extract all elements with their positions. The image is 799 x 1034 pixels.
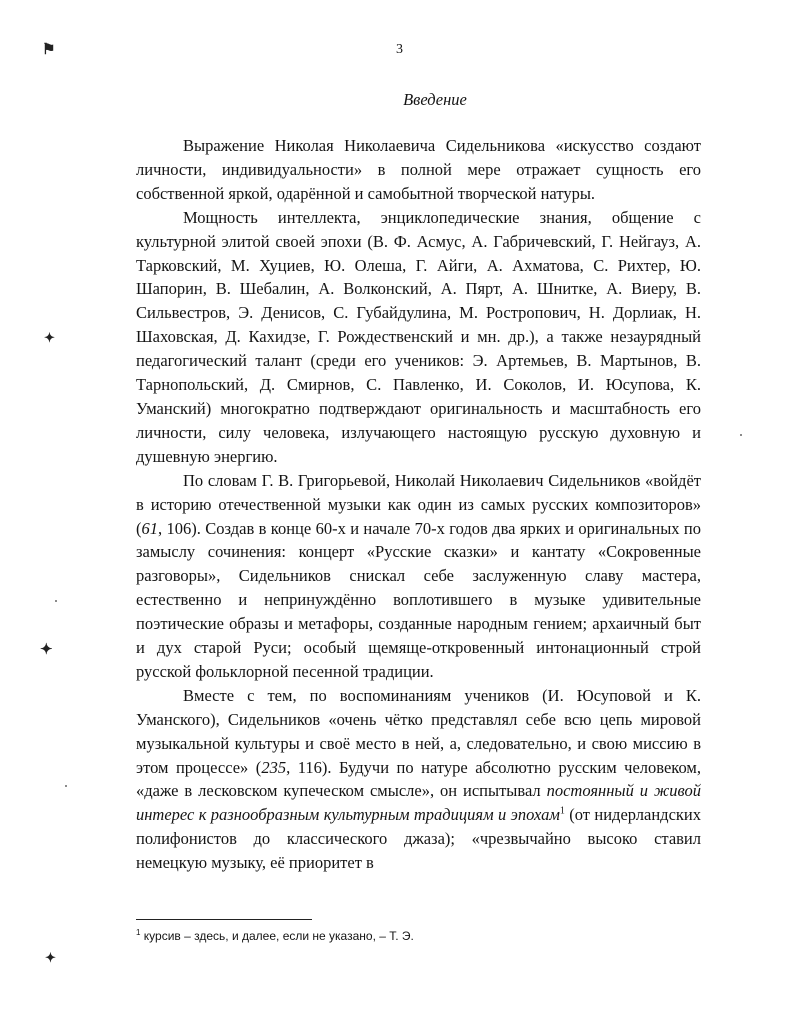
italic-emphasis: постоянный и живой интерес к разнообразным культурным традициям и эпохам [136, 781, 702, 825]
paragraph-3 [136, 469, 701, 684]
footnote-reference: 1 [559, 805, 565, 817]
paragraph-3-part-2: , 106). Создав в конце 60-х и начале 70-х годов два ярких и оригинальных по замыслу сочинения: концерт «Русские сказки» и кантату «Сокровенные разговоры», Сидельников снискал себе заслуженную славу мастера, естественно и непринуждённо воплотившего в музыке удивительные поэтические образы и метафоры, созданные народным гением; архаичный быт и дух старой Руси; особый щемяще-откровенный интонационный строй русской фольклорной песенной традиции. [136, 518, 701, 681]
section-title: Введение [403, 90, 467, 109]
footnote-marker: 1 [136, 928, 141, 937]
footnote-text: курсив – здесь, и далее, если не указано, – Т. Э. [140, 929, 414, 943]
scan-speck [55, 600, 57, 602]
citation-61: 61 [141, 518, 158, 538]
paragraph-4 [136, 684, 701, 875]
scan-speck [740, 434, 742, 436]
scan-speck [65, 785, 67, 787]
footnote [136, 928, 701, 943]
citation-235: 235 [261, 757, 287, 777]
scan-artifact-mark: ✦ [44, 330, 55, 345]
scan-artifact-mark: ✦ [45, 950, 56, 965]
paragraph-2: Мощность интеллекта, энциклопедические знания, общение с культурной элитой своей эпохи (В. Ф. Асмус, А. Габричевский, Г. Нейгауз, А. Тарковский, М. Хуциев, Ю. Олеша, Г. Айги, А. Ахматова, С. Рихтер, Ю. Шапорин, В. Шебалин, А. Волконский, А. Пярт, А. Шнитке, А. Виеру, В. Сильвестров, Э. Денисов, С. Губайдулина, М. Ростропович, Н. Дорлиак, Н. Шаховская, Д. Кахидзе, Г. Рождественский и мн. др.), а также незаурядный педагогический талант (среди его учеников: Э. Артемьев, В. Мартынов, В. Тарнопольский, Д. Смирнов, С. Павленко, И. Соколов, И. Юсупова, К. Уманский) многократно подтверждают оригинальность и масштабность его личности, силу человека, излучающего настоящую русскую духовную и душевную энергию. [136, 207, 701, 466]
paragraph-4-part-1: Вместе с тем, по воспоминаниям учеников (И. Юсуповой и К. Уманского), Сидельников «очень чётко представлял себе всю цепь мировой музыкальной культуры и своё место в ней, а, следовательно, и свою миссию в этом процессе» ( [136, 685, 701, 777]
footnote-divider [136, 919, 312, 920]
scan-artifact-mark: ⚑ [42, 42, 56, 58]
paragraph-1: Выражение Николая Николаевича Сидельникова «искусство создают личности, индивидуальности» в полной мере отражает сущность его собственной яркой, одарённой и самобытной творческой натуры. [136, 136, 701, 203]
scan-artifact-mark: ✦ [40, 642, 53, 658]
paragraph-4-part-2: , 116). Будучи по натуре абсолютно русским человеком, «даже в лесковском купеческом смысле», он испытывал [136, 757, 701, 801]
body-text [136, 134, 701, 875]
paragraph-4-part-3: (от нидерландских полифонистов до классического джаза); «чрезвычайно высоко ставил немецкую музыку, её приоритет в [136, 805, 701, 873]
page-number: 3 [396, 42, 403, 57]
paragraph-3-part-1: По словам Г. В. Григорьевой, Николай Николаевич Сидельников «войдёт в историю отечественной музыки как один из самых русских композиторов» ( [136, 470, 701, 538]
